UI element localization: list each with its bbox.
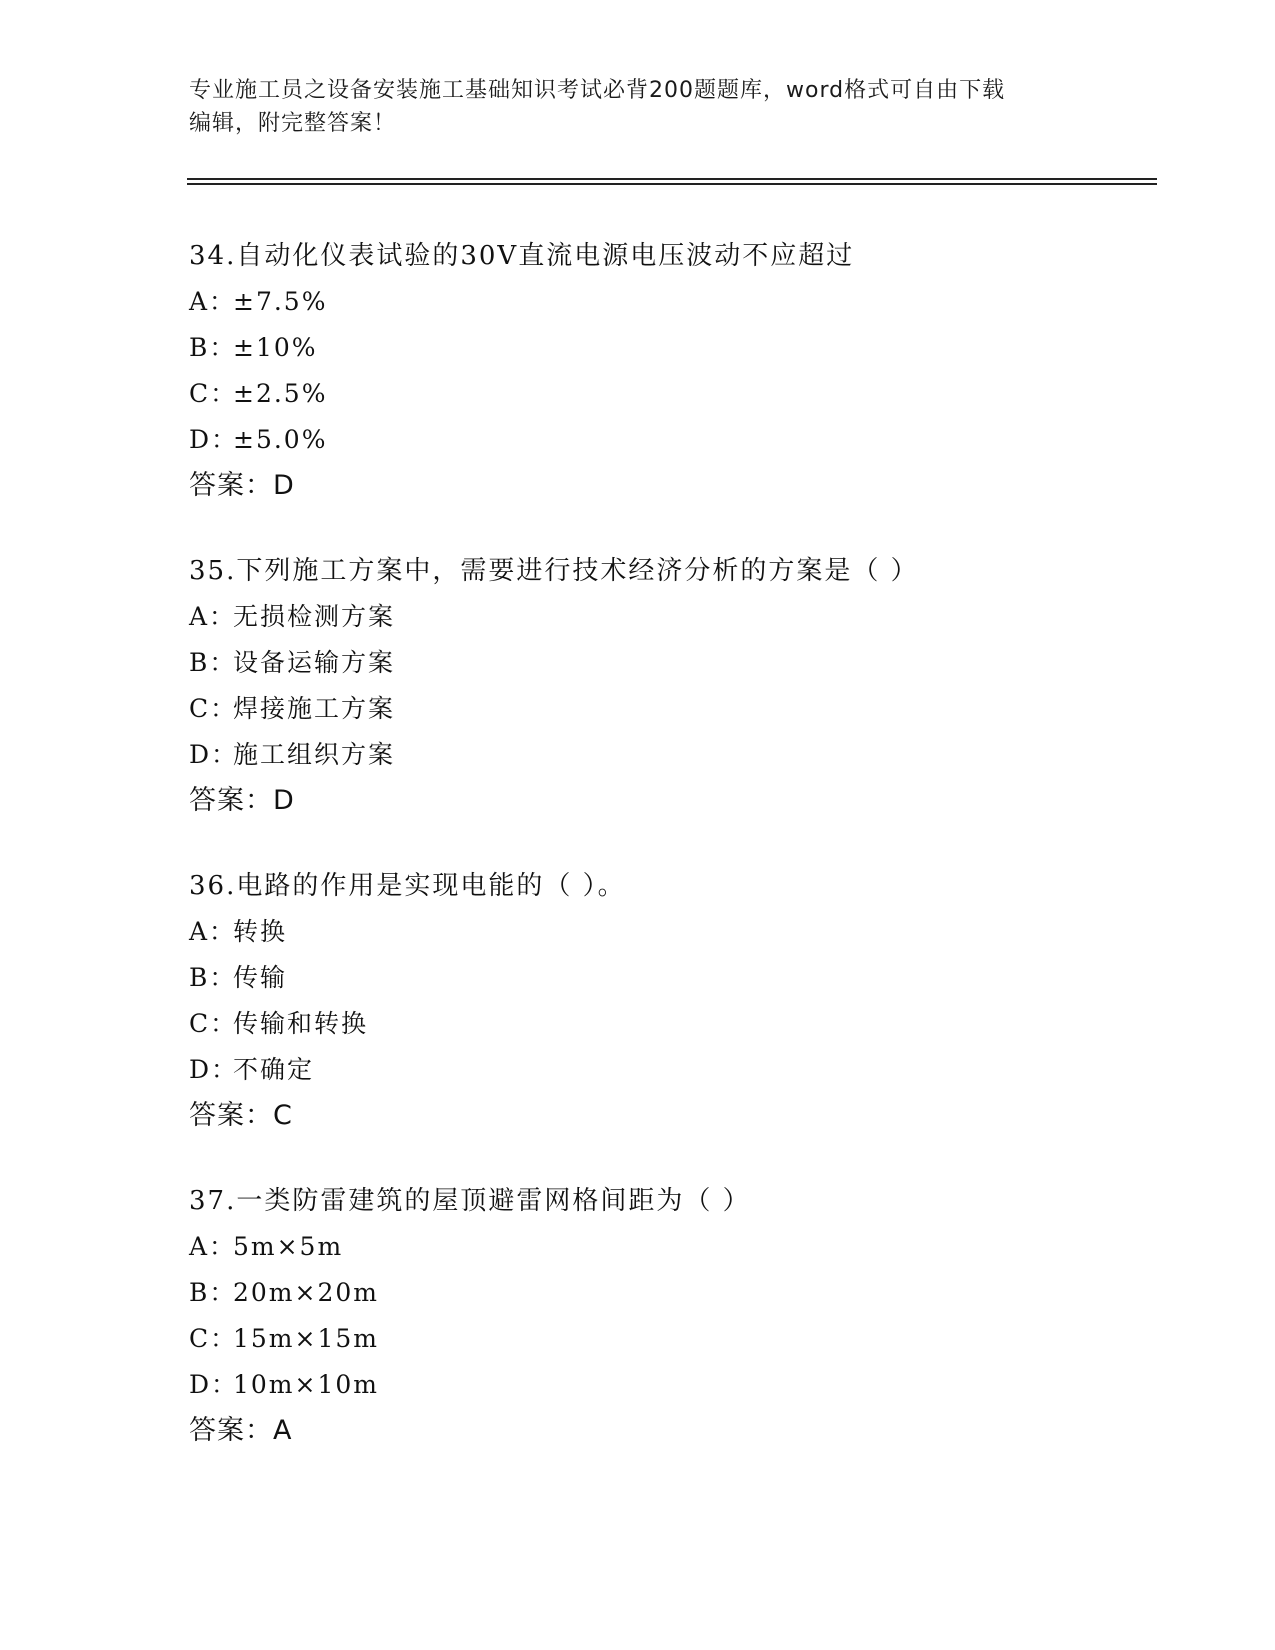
question-35 [189, 548, 1189, 824]
option-key: B： [189, 648, 237, 677]
answer-line: 答案：D [189, 785, 295, 816]
option-text: 施工组织方案 [233, 740, 396, 769]
header-divider-top [187, 178, 1157, 180]
option-b [189, 325, 1189, 371]
question-36 [189, 863, 1189, 1139]
option-a [189, 594, 1189, 640]
option-text: ±7.5% [233, 287, 328, 316]
option-text: ±5.0% [233, 425, 328, 454]
option-text: 5m×5m [233, 1232, 344, 1261]
document-header [189, 74, 1089, 140]
option-key: D： [189, 1370, 239, 1399]
option-b [189, 955, 1189, 1001]
option-key: A： [189, 287, 237, 316]
answer-line: 答案：A [189, 1415, 293, 1446]
question-text: 36.电路的作用是实现电能的（ ）。 [189, 871, 626, 901]
option-text: 10m×10m [233, 1370, 379, 1399]
question-34 [189, 233, 1189, 509]
option-key: D： [189, 740, 239, 769]
option-text: 20m×20m [233, 1278, 379, 1307]
question-text: 35.下列施工方案中，需要进行技术经济分析的方案是（ ） [189, 556, 919, 586]
option-text: 无损检测方案 [233, 602, 396, 631]
option-key: D： [189, 1055, 239, 1084]
option-b [189, 1270, 1189, 1316]
option-key: D： [189, 425, 239, 454]
option-a [189, 909, 1189, 955]
option-text: 不确定 [233, 1055, 315, 1084]
option-text: 转换 [233, 917, 288, 946]
option-b [189, 640, 1189, 686]
option-d [189, 1362, 1189, 1408]
option-key: C： [189, 694, 238, 723]
option-text: ±2.5% [233, 379, 328, 408]
option-text: ±10% [233, 333, 318, 362]
option-key: B： [189, 333, 237, 362]
option-key: A： [189, 917, 237, 946]
option-c [189, 1316, 1189, 1362]
answer-line: 答案：D [189, 470, 295, 501]
option-text: 传输和转换 [233, 1009, 369, 1038]
option-key: A： [189, 602, 237, 631]
option-key: C： [189, 379, 238, 408]
answer-line: 答案：C [189, 1100, 293, 1131]
option-d [189, 417, 1189, 463]
question-text: 37.一类防雷建筑的屋顶避雷网格间距为（ ） [189, 1186, 751, 1216]
header-line-2: 编辑，附完整答案！ [189, 111, 397, 136]
option-c [189, 371, 1189, 417]
question-list [189, 233, 1189, 1493]
option-a [189, 279, 1189, 325]
option-key: B： [189, 1278, 237, 1307]
option-c [189, 1001, 1189, 1047]
option-text: 设备运输方案 [233, 648, 396, 677]
option-d [189, 732, 1189, 778]
header-divider-bottom [187, 183, 1157, 185]
option-a [189, 1224, 1189, 1270]
option-text: 15m×15m [233, 1324, 379, 1353]
question-37 [189, 1178, 1189, 1454]
option-key: B： [189, 963, 237, 992]
question-text: 34.自动化仪表试验的30V直流电源电压波动不应超过 [189, 241, 855, 271]
option-text: 焊接施工方案 [233, 694, 396, 723]
option-c [189, 686, 1189, 732]
option-text: 传输 [233, 963, 288, 992]
option-key: C： [189, 1009, 238, 1038]
header-line-1: 专业施工员之设备安装施工基础知识考试必背200题题库，word格式可自由下载 [189, 78, 1006, 103]
option-key: A： [189, 1232, 237, 1261]
option-key: C： [189, 1324, 238, 1353]
option-d [189, 1047, 1189, 1093]
